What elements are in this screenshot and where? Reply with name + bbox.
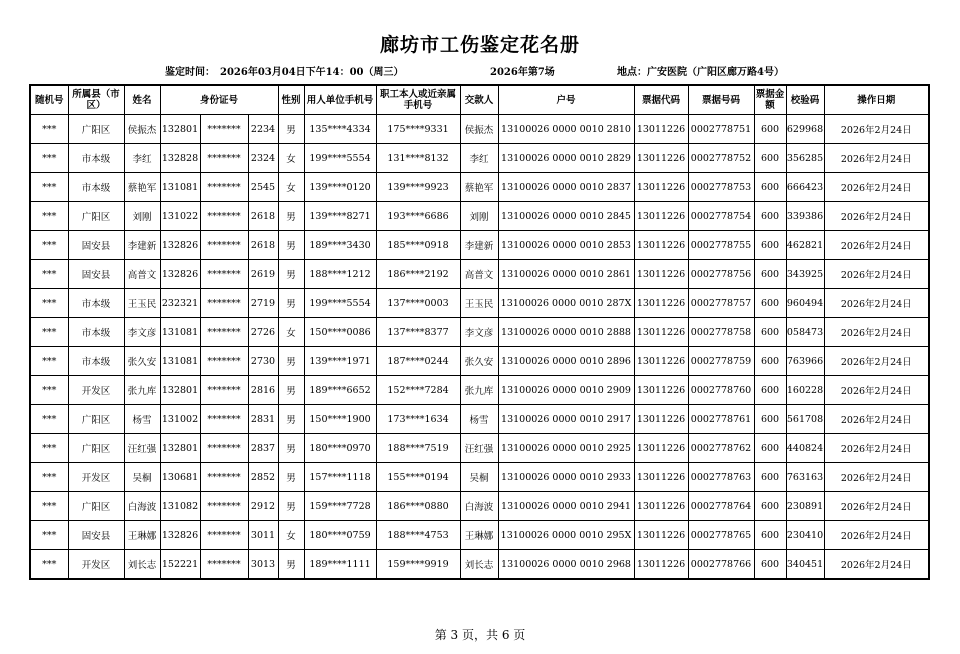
cell-bill-code: 13011226 xyxy=(634,347,688,376)
header-bill-number: 票据号码 xyxy=(688,85,754,115)
cell-bill-amount: 600 xyxy=(754,463,786,492)
cell-payer: 高普文 xyxy=(460,260,498,289)
page-number: 第 3 页，共 6 页 xyxy=(434,628,526,642)
cell-bill-amount: 600 xyxy=(754,347,786,376)
cell-payer: 吴桐 xyxy=(460,463,498,492)
header-bill-amount: 票据金额 xyxy=(754,85,786,115)
cell-name: 李红 xyxy=(124,144,160,173)
cell-check-code: 561708 xyxy=(786,405,824,434)
cell-id-masked: ******* xyxy=(200,434,248,463)
cell-sex: 女 xyxy=(278,173,304,202)
cell-county: 市本级 xyxy=(68,289,124,318)
cell-county: 固安县 xyxy=(68,521,124,550)
cell-payer: 张久安 xyxy=(460,347,498,376)
cell-worker-phone: 137****8377 xyxy=(376,318,460,347)
cell-sex: 男 xyxy=(278,550,304,580)
cell-operation-date: 2026年2月24日 xyxy=(824,347,929,376)
cell-operation-date: 2026年2月24日 xyxy=(824,202,929,231)
cell-worker-phone: 186****0880 xyxy=(376,492,460,521)
cell-id-prefix: 152221 xyxy=(160,550,200,580)
cell-employer-phone: 139****1971 xyxy=(304,347,376,376)
cell-operation-date: 2026年2月24日 xyxy=(824,144,929,173)
cell-payer: 汪红强 xyxy=(460,434,498,463)
cell-check-code: 629968 xyxy=(786,115,824,144)
cell-random-no: *** xyxy=(30,202,68,231)
cell-payer: 蔡艳军 xyxy=(460,173,498,202)
cell-county: 固安县 xyxy=(68,260,124,289)
cell-county: 开发区 xyxy=(68,463,124,492)
cell-worker-phone: 187****0244 xyxy=(376,347,460,376)
cell-bill-code: 13011226 xyxy=(634,202,688,231)
cell-id-prefix: 132826 xyxy=(160,521,200,550)
cell-name: 蔡艳军 xyxy=(124,173,160,202)
cell-id-prefix: 130681 xyxy=(160,463,200,492)
cell-name: 王琳娜 xyxy=(124,521,160,550)
cell-id-masked: ******* xyxy=(200,260,248,289)
cell-account: 13100026 0000 0010 2917 xyxy=(498,405,634,434)
cell-id-suffix: 2912 xyxy=(248,492,278,521)
cell-account: 13100026 0000 0010 2941 xyxy=(498,492,634,521)
header-name: 姓名 xyxy=(124,85,160,115)
header-employer-phone: 用人单位手机号 xyxy=(304,85,376,115)
cell-id-masked: ******* xyxy=(200,173,248,202)
cell-account: 13100026 0000 0010 2837 xyxy=(498,173,634,202)
table-row xyxy=(30,550,929,580)
cell-employer-phone: 189****6652 xyxy=(304,376,376,405)
cell-worker-phone: 188****7519 xyxy=(376,434,460,463)
cell-bill-code: 13011226 xyxy=(634,376,688,405)
cell-random-no: *** xyxy=(30,347,68,376)
cell-operation-date: 2026年2月24日 xyxy=(824,463,929,492)
cell-employer-phone: 150****0086 xyxy=(304,318,376,347)
cell-id-suffix: 2730 xyxy=(248,347,278,376)
cell-payer: 白海波 xyxy=(460,492,498,521)
cell-bill-amount: 600 xyxy=(754,550,786,580)
cell-id-suffix: 2618 xyxy=(248,202,278,231)
cell-bill-amount: 600 xyxy=(754,202,786,231)
cell-bill-amount: 600 xyxy=(754,231,786,260)
cell-operation-date: 2026年2月24日 xyxy=(824,492,929,521)
cell-worker-phone: 185****0918 xyxy=(376,231,460,260)
cell-name: 吴桐 xyxy=(124,463,160,492)
cell-employer-phone: 189****1111 xyxy=(304,550,376,580)
cell-check-code: 339386 xyxy=(786,202,824,231)
cell-bill-number: 0002778757 xyxy=(688,289,754,318)
cell-check-code: 666423 xyxy=(786,173,824,202)
cell-payer: 张九库 xyxy=(460,376,498,405)
cell-operation-date: 2026年2月24日 xyxy=(824,521,929,550)
cell-employer-phone: 157****1118 xyxy=(304,463,376,492)
cell-account: 13100026 0000 0010 2853 xyxy=(498,231,634,260)
cell-random-no: *** xyxy=(30,521,68,550)
cell-county: 市本级 xyxy=(68,347,124,376)
cell-bill-amount: 600 xyxy=(754,144,786,173)
cell-bill-number: 0002778766 xyxy=(688,550,754,580)
cell-bill-code: 13011226 xyxy=(634,521,688,550)
table-row xyxy=(30,463,929,492)
cell-payer: 李红 xyxy=(460,144,498,173)
cell-id-masked: ******* xyxy=(200,289,248,318)
cell-account: 13100026 0000 0010 295X xyxy=(498,521,634,550)
header-worker-phone: 职工本人或近亲属手机号 xyxy=(376,85,460,115)
cell-id-masked: ******* xyxy=(200,405,248,434)
cell-worker-phone: 193****6686 xyxy=(376,202,460,231)
cell-bill-amount: 600 xyxy=(754,434,786,463)
cell-county: 开发区 xyxy=(68,376,124,405)
cell-sex: 女 xyxy=(278,144,304,173)
appraisal-time: 鉴定时间： 2026年03月04日下午14：00（周三） xyxy=(165,67,404,78)
cell-id-suffix: 2831 xyxy=(248,405,278,434)
cell-id-prefix: 132826 xyxy=(160,260,200,289)
cell-bill-code: 13011226 xyxy=(634,492,688,521)
cell-bill-amount: 600 xyxy=(754,318,786,347)
cell-id-prefix: 131002 xyxy=(160,405,200,434)
roster-table xyxy=(29,84,930,580)
cell-account: 13100026 0000 0010 2925 xyxy=(498,434,634,463)
header-payer: 交款人 xyxy=(460,85,498,115)
cell-random-no: *** xyxy=(30,260,68,289)
cell-bill-number: 0002778761 xyxy=(688,405,754,434)
cell-name: 白海波 xyxy=(124,492,160,521)
cell-sex: 男 xyxy=(278,260,304,289)
cell-bill-code: 13011226 xyxy=(634,231,688,260)
cell-sex: 女 xyxy=(278,318,304,347)
cell-bill-code: 13011226 xyxy=(634,405,688,434)
cell-id-masked: ******* xyxy=(200,347,248,376)
cell-payer: 杨雪 xyxy=(460,405,498,434)
cell-id-prefix: 132828 xyxy=(160,144,200,173)
cell-name: 王玉民 xyxy=(124,289,160,318)
header-bill-code: 票据代码 xyxy=(634,85,688,115)
table-row xyxy=(30,173,929,202)
cell-county: 市本级 xyxy=(68,173,124,202)
cell-bill-number: 0002778751 xyxy=(688,115,754,144)
cell-name: 李文彦 xyxy=(124,318,160,347)
cell-sex: 男 xyxy=(278,463,304,492)
cell-bill-code: 13011226 xyxy=(634,260,688,289)
cell-name: 刘刚 xyxy=(124,202,160,231)
cell-account: 13100026 0000 0010 2933 xyxy=(498,463,634,492)
cell-name: 张九库 xyxy=(124,376,160,405)
table-row xyxy=(30,347,929,376)
cell-bill-number: 0002778765 xyxy=(688,521,754,550)
cell-sex: 男 xyxy=(278,492,304,521)
cell-bill-amount: 600 xyxy=(754,115,786,144)
cell-bill-code: 13011226 xyxy=(634,434,688,463)
cell-worker-phone: 173****1634 xyxy=(376,405,460,434)
cell-check-code: 058473 xyxy=(786,318,824,347)
cell-county: 广阳区 xyxy=(68,115,124,144)
cell-name: 李建新 xyxy=(124,231,160,260)
cell-random-no: *** xyxy=(30,376,68,405)
table-row xyxy=(30,202,929,231)
cell-id-suffix: 2618 xyxy=(248,231,278,260)
cell-id-suffix: 3013 xyxy=(248,550,278,580)
table-row xyxy=(30,260,929,289)
table-row xyxy=(30,144,929,173)
cell-id-prefix: 132801 xyxy=(160,376,200,405)
cell-random-no: *** xyxy=(30,492,68,521)
header-operation-date: 操作日期 xyxy=(824,85,929,115)
table-row xyxy=(30,289,929,318)
cell-account: 13100026 0000 0010 2909 xyxy=(498,376,634,405)
cell-payer: 刘刚 xyxy=(460,202,498,231)
cell-bill-code: 13011226 xyxy=(634,115,688,144)
cell-check-code: 230410 xyxy=(786,521,824,550)
cell-id-prefix: 131082 xyxy=(160,492,200,521)
cell-bill-amount: 600 xyxy=(754,260,786,289)
cell-sex: 男 xyxy=(278,405,304,434)
cell-county: 市本级 xyxy=(68,144,124,173)
cell-random-no: *** xyxy=(30,231,68,260)
cell-name: 张久安 xyxy=(124,347,160,376)
cell-check-code: 160228 xyxy=(786,376,824,405)
table-row xyxy=(30,521,929,550)
cell-account: 13100026 0000 0010 2968 xyxy=(498,550,634,580)
table-row xyxy=(30,492,929,521)
cell-id-masked: ******* xyxy=(200,550,248,580)
cell-check-code: 763966 xyxy=(786,347,824,376)
cell-worker-phone: 137****0003 xyxy=(376,289,460,318)
cell-employer-phone: 180****0759 xyxy=(304,521,376,550)
cell-random-no: *** xyxy=(30,318,68,347)
cell-bill-number: 0002778764 xyxy=(688,492,754,521)
cell-county: 广阳区 xyxy=(68,492,124,521)
cell-random-no: *** xyxy=(30,405,68,434)
cell-bill-number: 0002778758 xyxy=(688,318,754,347)
cell-check-code: 340451 xyxy=(786,550,824,580)
cell-payer: 刘长志 xyxy=(460,550,498,580)
cell-operation-date: 2026年2月24日 xyxy=(824,115,929,144)
cell-bill-number: 0002778755 xyxy=(688,231,754,260)
table-row xyxy=(30,434,929,463)
cell-employer-phone: 199****5554 xyxy=(304,144,376,173)
cell-id-prefix: 132801 xyxy=(160,434,200,463)
cell-sex: 男 xyxy=(278,115,304,144)
cell-account: 13100026 0000 0010 2896 xyxy=(498,347,634,376)
cell-id-prefix: 232321 xyxy=(160,289,200,318)
cell-operation-date: 2026年2月24日 xyxy=(824,231,929,260)
cell-bill-amount: 600 xyxy=(754,289,786,318)
cell-id-suffix: 2619 xyxy=(248,260,278,289)
cell-id-masked: ******* xyxy=(200,115,248,144)
cell-operation-date: 2026年2月24日 xyxy=(824,550,929,580)
cell-random-no: *** xyxy=(30,144,68,173)
cell-payer: 王玉民 xyxy=(460,289,498,318)
cell-id-masked: ******* xyxy=(200,521,248,550)
cell-payer: 李文彦 xyxy=(460,318,498,347)
cell-bill-amount: 600 xyxy=(754,376,786,405)
cell-id-prefix: 131081 xyxy=(160,347,200,376)
cell-name: 汪红强 xyxy=(124,434,160,463)
cell-bill-number: 0002778760 xyxy=(688,376,754,405)
cell-random-no: *** xyxy=(30,289,68,318)
cell-check-code: 230891 xyxy=(786,492,824,521)
cell-worker-phone: 131****8132 xyxy=(376,144,460,173)
cell-bill-number: 0002778763 xyxy=(688,463,754,492)
cell-name: 刘长志 xyxy=(124,550,160,580)
table-row xyxy=(30,405,929,434)
cell-sex: 男 xyxy=(278,347,304,376)
cell-bill-code: 13011226 xyxy=(634,144,688,173)
cell-county: 广阳区 xyxy=(68,405,124,434)
cell-county: 固安县 xyxy=(68,231,124,260)
cell-county: 广阳区 xyxy=(68,434,124,463)
cell-id-suffix: 2816 xyxy=(248,376,278,405)
session-number: 2026年第7场 xyxy=(490,67,555,78)
cell-sex: 男 xyxy=(278,231,304,260)
cell-county: 开发区 xyxy=(68,550,124,580)
header-account: 户号 xyxy=(498,85,634,115)
cell-bill-code: 13011226 xyxy=(634,318,688,347)
cell-name: 杨雪 xyxy=(124,405,160,434)
cell-worker-phone: 159****9919 xyxy=(376,550,460,580)
cell-bill-code: 13011226 xyxy=(634,289,688,318)
cell-id-prefix: 131081 xyxy=(160,318,200,347)
cell-id-masked: ******* xyxy=(200,318,248,347)
cell-employer-phone: 188****1212 xyxy=(304,260,376,289)
cell-worker-phone: 175****9331 xyxy=(376,115,460,144)
page-title: 廊坊市工伤鉴定花名册 xyxy=(379,34,580,56)
cell-bill-code: 13011226 xyxy=(634,463,688,492)
header-county: 所属县（市区） xyxy=(68,85,124,115)
cell-sex: 男 xyxy=(278,434,304,463)
cell-operation-date: 2026年2月24日 xyxy=(824,318,929,347)
cell-id-suffix: 3011 xyxy=(248,521,278,550)
cell-bill-number: 0002778762 xyxy=(688,434,754,463)
table-row xyxy=(30,115,929,144)
cell-operation-date: 2026年2月24日 xyxy=(824,173,929,202)
cell-id-prefix: 132801 xyxy=(160,115,200,144)
cell-county: 市本级 xyxy=(68,318,124,347)
cell-worker-phone: 155****0194 xyxy=(376,463,460,492)
table-row xyxy=(30,231,929,260)
cell-bill-amount: 600 xyxy=(754,492,786,521)
cell-id-suffix: 2234 xyxy=(248,115,278,144)
cell-payer: 李建新 xyxy=(460,231,498,260)
cell-bill-code: 13011226 xyxy=(634,550,688,580)
cell-id-suffix: 2852 xyxy=(248,463,278,492)
cell-id-suffix: 2837 xyxy=(248,434,278,463)
cell-employer-phone: 135****4334 xyxy=(304,115,376,144)
cell-id-masked: ******* xyxy=(200,492,248,521)
header-row xyxy=(30,85,929,115)
cell-bill-number: 0002778753 xyxy=(688,173,754,202)
cell-employer-phone: 189****3430 xyxy=(304,231,376,260)
cell-id-masked: ******* xyxy=(200,231,248,260)
cell-id-prefix: 132826 xyxy=(160,231,200,260)
roster-body xyxy=(30,115,929,580)
cell-id-suffix: 2726 xyxy=(248,318,278,347)
cell-employer-phone: 139****8271 xyxy=(304,202,376,231)
cell-employer-phone: 180****0970 xyxy=(304,434,376,463)
cell-id-masked: ******* xyxy=(200,376,248,405)
header-check-code: 校验码 xyxy=(786,85,824,115)
cell-payer: 王琳娜 xyxy=(460,521,498,550)
cell-id-masked: ******* xyxy=(200,463,248,492)
cell-id-prefix: 131022 xyxy=(160,202,200,231)
cell-county: 广阳区 xyxy=(68,202,124,231)
cell-id-suffix: 2719 xyxy=(248,289,278,318)
cell-bill-number: 0002778754 xyxy=(688,202,754,231)
cell-id-masked: ******* xyxy=(200,202,248,231)
header-id-number: 身份证号 xyxy=(160,85,278,115)
cell-id-prefix: 131081 xyxy=(160,173,200,202)
table-row xyxy=(30,376,929,405)
cell-sex: 男 xyxy=(278,376,304,405)
appraisal-location: 地点：广安医院（广阳区廊万路4号） xyxy=(617,67,784,78)
cell-random-no: *** xyxy=(30,463,68,492)
cell-operation-date: 2026年2月24日 xyxy=(824,289,929,318)
cell-check-code: 763163 xyxy=(786,463,824,492)
cell-worker-phone: 152****7284 xyxy=(376,376,460,405)
cell-random-no: *** xyxy=(30,550,68,580)
cell-employer-phone: 139****0120 xyxy=(304,173,376,202)
header-random-no: 随机号 xyxy=(30,85,68,115)
cell-account: 13100026 0000 0010 2829 xyxy=(498,144,634,173)
cell-operation-date: 2026年2月24日 xyxy=(824,260,929,289)
cell-bill-number: 0002778759 xyxy=(688,347,754,376)
cell-account: 13100026 0000 0010 2861 xyxy=(498,260,634,289)
cell-worker-phone: 186****2192 xyxy=(376,260,460,289)
cell-sex: 女 xyxy=(278,521,304,550)
cell-employer-phone: 159****7728 xyxy=(304,492,376,521)
cell-account: 13100026 0000 0010 287X xyxy=(498,289,634,318)
cell-random-no: *** xyxy=(30,173,68,202)
cell-bill-number: 0002778752 xyxy=(688,144,754,173)
cell-operation-date: 2026年2月24日 xyxy=(824,405,929,434)
cell-sex: 男 xyxy=(278,202,304,231)
cell-worker-phone: 139****9923 xyxy=(376,173,460,202)
cell-random-no: *** xyxy=(30,115,68,144)
cell-bill-number: 0002778756 xyxy=(688,260,754,289)
cell-check-code: 343925 xyxy=(786,260,824,289)
cell-operation-date: 2026年2月24日 xyxy=(824,434,929,463)
cell-sex: 男 xyxy=(278,289,304,318)
cell-random-no: *** xyxy=(30,434,68,463)
cell-account: 13100026 0000 0010 2845 xyxy=(498,202,634,231)
cell-account: 13100026 0000 0010 2888 xyxy=(498,318,634,347)
cell-operation-date: 2026年2月24日 xyxy=(824,376,929,405)
cell-id-suffix: 2324 xyxy=(248,144,278,173)
cell-check-code: 462821 xyxy=(786,231,824,260)
table-row xyxy=(30,318,929,347)
cell-payer: 侯振杰 xyxy=(460,115,498,144)
cell-bill-amount: 600 xyxy=(754,405,786,434)
cell-id-suffix: 2545 xyxy=(248,173,278,202)
cell-id-masked: ******* xyxy=(200,144,248,173)
cell-check-code: 356285 xyxy=(786,144,824,173)
cell-bill-code: 13011226 xyxy=(634,173,688,202)
cell-worker-phone: 188****4753 xyxy=(376,521,460,550)
cell-employer-phone: 150****1900 xyxy=(304,405,376,434)
cell-name: 高普文 xyxy=(124,260,160,289)
header-sex: 性别 xyxy=(278,85,304,115)
cell-check-code: 440824 xyxy=(786,434,824,463)
cell-check-code: 960494 xyxy=(786,289,824,318)
cell-bill-amount: 600 xyxy=(754,521,786,550)
cell-name: 侯振杰 xyxy=(124,115,160,144)
cell-employer-phone: 199****5554 xyxy=(304,289,376,318)
cell-account: 13100026 0000 0010 2810 xyxy=(498,115,634,144)
cell-bill-amount: 600 xyxy=(754,173,786,202)
